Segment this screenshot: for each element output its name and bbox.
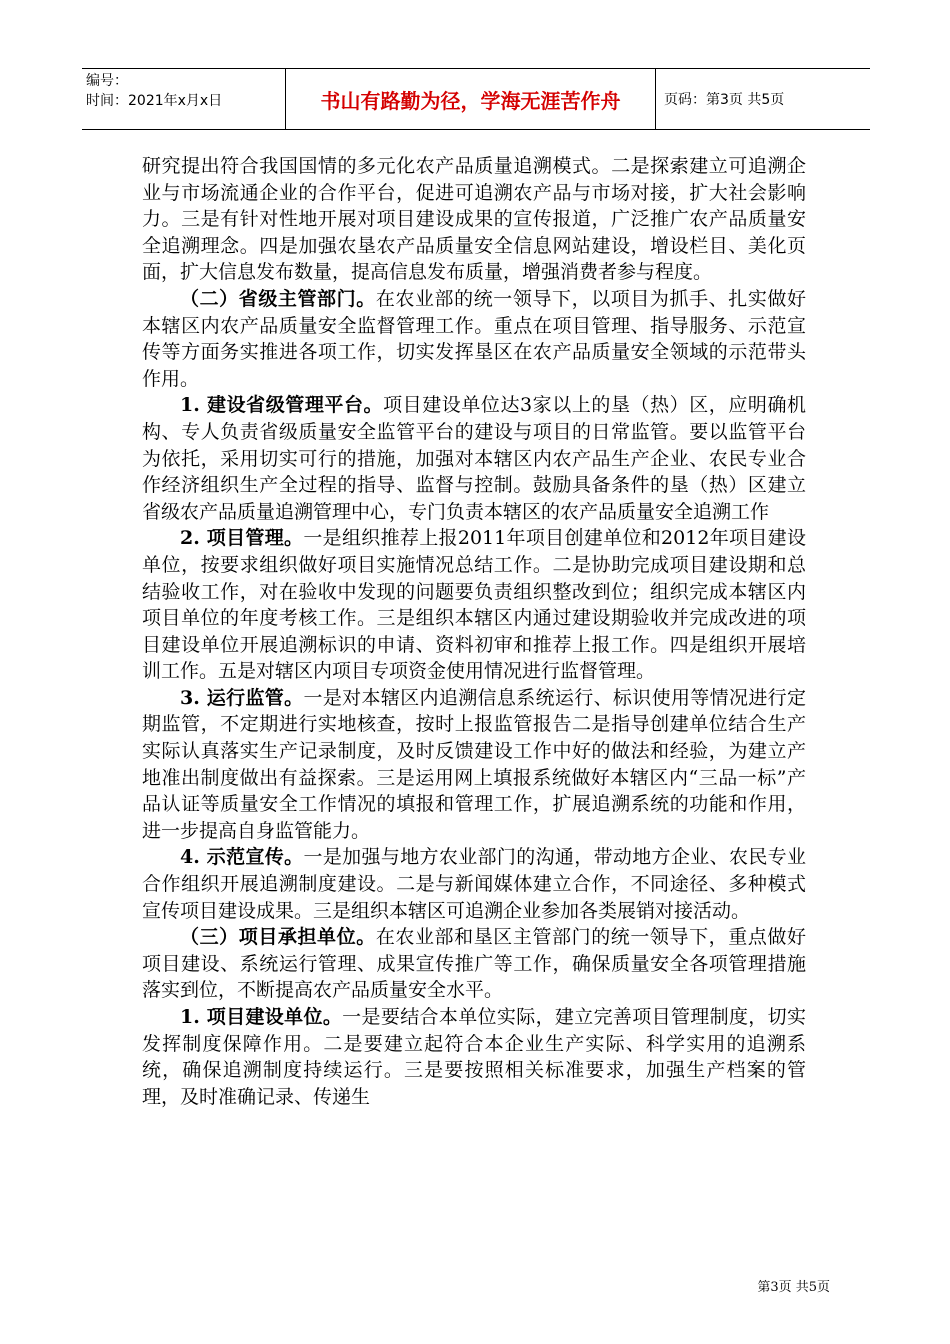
paragraph-6-body: 一是加强与地方农业部门的沟通，带动地方企业、农民专业合作组织开展追溯制度建设。二是与新闻媒体建立合作，不同途径、多种模式宣传项目建设成果。三是组织本辖区可追溯企业参加各类展销对接活动。 (142, 846, 806, 922)
paragraph-7 (142, 924, 806, 1004)
paragraph-3-body: 项目建设单位达3家以上的垦（热）区，应明确机构、专人负责省级质量安全监管平台的建设与项目的日常监管。要以监管平台为依托，采用切实可行的措施，加强对本辖区内农产品生产企业、农民专业合作经济组织生产全过程的指导、监督与控制。鼓励具备条件的垦（热）区建立省级农产品质量追溯管理中心，专门负责本辖区的农产品质量安全追溯工作 (142, 394, 807, 523)
paragraph-5 (142, 685, 806, 845)
paragraph-2-body: 在农业部的统一领导下，以项目为抓手、扎实做好本辖区内农产品质量安全监督管理工作。重点在项目管理、指导服务、示范宣传等方面务实推进各项工作，切实发挥垦区在农产品质量安全领域的示范带头作用。 (142, 287, 806, 390)
paragraph-1-body: 研究提出符合我国国情的多元化农产品质量追溯模式。二是探索建立可追溯企业与市场流通企业的合作平台，促进可追溯农产品与市场对接，扩大社会影响力。三是有针对性地开展对项目建设成果的宣传报道，广泛推广农产品质量安全追溯理念。四是加强农垦农产品质量安全信息网站建设，增设栏目、美化页面，扩大信息发布数量，提高信息发布质量，增强消费者参与程度。 (142, 155, 806, 284)
paragraph-3 (142, 392, 806, 525)
paragraph-6-heading: 4. 示范宣传。 (180, 846, 304, 869)
paragraph-8 (142, 1004, 806, 1110)
document-time-label: 时间：2021年x月x日 (86, 93, 223, 109)
paragraph-4-body: 一是组织推荐上报2011年项目创建单位和2012年项目建设单位，按要求组织做好项目实施情况总结工作。二是协助完成项目建设期和总结验收工作，对在验收中发现的问题要负责组织整改到位；组织完成本辖区内项目单位的年度考核工作。三是组织本辖区内通过建设期验收并完成改进的项目建设单位开展追溯标识的申请、资料初审和推荐上报工作。四是组织开展培训工作。五是对辖区内项目专项资金使用情况进行监督管理。 (142, 527, 806, 683)
paragraph-5-heading: 3. 运行监管。 (180, 686, 304, 709)
header-motto: 书山有路勤为径，学海无涯苦作舟 (286, 69, 656, 129)
paragraph-8-heading: 1. 项目建设单位。 (180, 1006, 343, 1028)
page-header (82, 68, 870, 130)
paragraph-4 (142, 525, 806, 685)
paragraph-4-heading: 2. 项目管理。 (180, 527, 304, 550)
header-meta (82, 69, 286, 129)
paragraph-2-heading: （二）省级主管部门。 (180, 287, 376, 310)
paragraph-6 (142, 844, 806, 924)
paragraph-3-heading: 1. 建设省级管理平台。 (180, 394, 384, 417)
paragraph-5-body: 一是对本辖区内追溯信息系统运行、标识使用等情况进行定期监管，不定期进行实地核查，按时上报监管报告二是指导创建单位结合生产实际认真落实生产记录制度，及时反馈建设工作中好的做法和经验，为建立产地准出制度做出有益探索。三是运用网上填报系统做好本辖区内“三品一标”产品认证等质量安全工作情况的填报和管理工作，扩展追溯系统的功能和作用，进一步提高自身监管能力。 (142, 686, 806, 842)
paragraph-1 (142, 153, 806, 286)
paragraph-2 (142, 286, 806, 392)
document-body (142, 153, 806, 1110)
header-page-number: 页码：第3页 共5页 (664, 92, 785, 108)
page-footer: 第3页 共5页 (757, 1280, 830, 1295)
paragraph-7-heading: （三）项目承担单位。 (180, 926, 376, 949)
paragraph-8-body: 一是要结合本单位实际，建立完善项目管理制度，切实发挥制度保障作用。二是要建立起符合本企业生产实际、科学实用的追溯系统，确保追溯制度持续运行。三是要按照相关标准要求，加强生产档案的管理，及时准确记录、传递生 (142, 1006, 806, 1108)
paragraph-7-body: 在农业部和垦区主管部门的统一领导下，重点做好项目建设、系统运行管理、成果宣传推广等工作，确保质量安全各项管理措施落实到位，不断提高农产品质量安全水平。 (142, 926, 806, 1002)
document-number-label: 编号： (86, 73, 128, 89)
